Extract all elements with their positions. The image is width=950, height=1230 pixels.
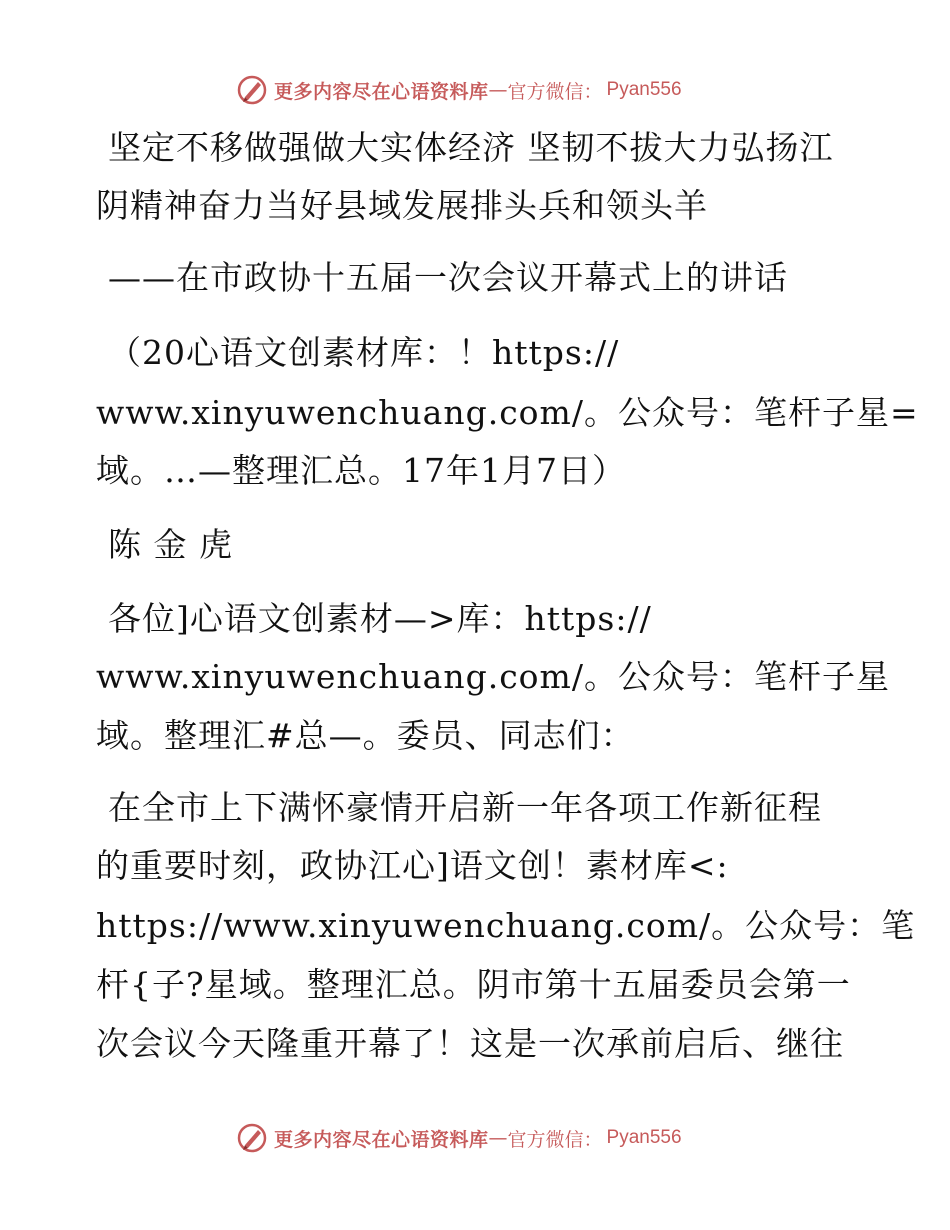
pen-logo-icon	[236, 1122, 268, 1154]
title-line-2: 阴精神奋力当好县域发展排头兵和领头羊	[96, 186, 708, 225]
subtitle-line: ——在市政协十五届一次会议开幕式上的讲话	[108, 258, 788, 297]
banner-main-text: 更多内容尽在心语资料库	[274, 1128, 489, 1151]
banner-main-text: 更多内容尽在心语资料库	[274, 80, 489, 103]
banner-separator: —	[488, 1127, 508, 1149]
greeting-line-3: 域。整理汇#总—。委员、同志们：	[96, 716, 635, 755]
footer-watermark-banner	[0, 1120, 950, 1160]
greeting-line-1: 各位]心语文创素材—>库：https://	[108, 599, 652, 638]
banner-wechat-label: 官方微信：	[507, 1128, 603, 1151]
author-name: 陈 金 虎	[108, 525, 233, 564]
paragraph-line-5: 次会议今天隆重开幕了！这是一次承前启后、继往	[96, 1024, 844, 1063]
paragraph-line-3: https://www.xinyuwenchuang.com/。公众号：笔	[96, 906, 916, 945]
banner-wechat-id: Pyan556	[606, 79, 682, 100]
pen-logo-icon	[236, 74, 268, 106]
banner-wechat-id: Pyan556	[606, 1127, 682, 1148]
source-note-line-1: （20心语文创素材库：！https://	[108, 333, 620, 372]
title-line-1: 坚定不移做强做大实体经济 坚韧不拔大力弘扬江	[108, 128, 834, 167]
banner-wechat-label: 官方微信：	[507, 80, 603, 103]
source-note-line-3: 域。…—整理汇总。17年1月7日）	[96, 451, 626, 490]
paragraph-line-4: 杆{子?星域。整理汇总。阴市第十五届委员会第一	[96, 965, 851, 1004]
greeting-line-2: www.xinyuwenchuang.com/。公众号：笔杆子星	[96, 657, 890, 696]
header-watermark-banner	[0, 72, 950, 112]
source-note-line-2: www.xinyuwenchuang.com/。公众号：笔杆子星=	[96, 393, 919, 432]
banner-separator: —	[488, 79, 508, 101]
paragraph-line-2: 的重要时刻，政协江心]语文创！素材库<:	[96, 846, 729, 885]
paragraph-line-1: 在全市上下满怀豪情开启新一年各项工作新征程	[108, 788, 822, 827]
